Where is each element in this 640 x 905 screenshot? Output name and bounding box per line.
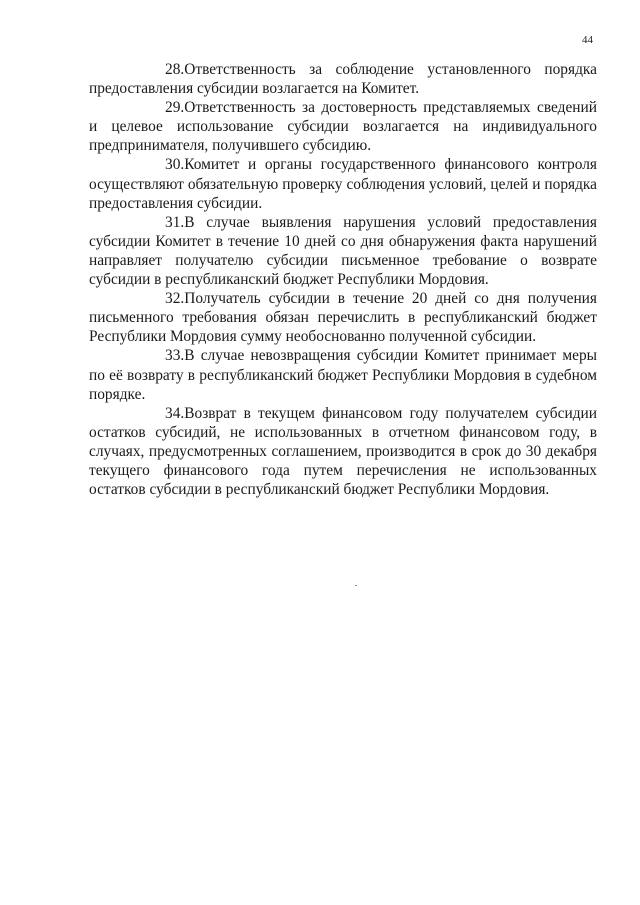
paragraph-number: 30. (165, 156, 185, 174)
paragraph-30 (89, 155, 597, 212)
paragraph-number: 29. (165, 99, 185, 117)
paragraph-33 (89, 346, 597, 403)
paragraph-31 (89, 213, 597, 289)
paragraph-text: В случае невозвращения субсидии Комитет принимает меры по её возврату в республиканский бюджет Республики Мордовия в судебном порядке. (89, 347, 597, 403)
paragraph-text: Получатель субсидии в течение 20 дней со дня получения письменного требования обязан перечислить в республиканский бюджет Республики Мордовия сумму необоснованно полученной субсидии. (89, 290, 597, 346)
paragraph-34 (89, 404, 597, 499)
paragraph-text: Возврат в текущем финансовом году получателем субсидии остатков субсидий, не использованных в отчетном финансовом году, в случаях, предусмотренных соглашением, производится в срок до 30 декабря текущего финансового года путем перечисления не использованных остатков субсидии в республиканский бюджет Республики Мордовия. (89, 404, 597, 499)
paragraph-number: 34. (165, 404, 185, 422)
document-body (89, 60, 597, 499)
paragraph-text: Комитет и органы государственного финансового контроля осуществляют обязательную проверку соблюдения условий, целей и порядка предоставления субсидии. (89, 156, 597, 212)
paragraph-28 (89, 60, 597, 98)
paragraph-32 (89, 289, 597, 346)
paragraph-number: 31. (165, 213, 185, 231)
page-number: 44 (582, 34, 593, 46)
paragraph-text: В случае выявления нарушения условий предоставления субсидии Комитет в течение 10 дней со дня обнаружения факта нарушений направляет получателю субсидии письменное требование о возврате субсидии в республиканский бюджет Республики Мордовия. (89, 213, 597, 289)
paragraph-number: 32. (165, 290, 185, 308)
paragraph-text: Ответственность за соблюдение установленного порядка предоставления субсидии возлагается на Комитет. (89, 61, 597, 98)
paragraph-text: Ответственность за достоверность представляемых сведений и целевое использование субсидии возлагается на индивидуального предпринимателя, получившего субсидию. (89, 99, 597, 155)
paragraph-number: 33. (165, 347, 185, 365)
scan-speck (355, 585, 357, 586)
paragraph-number: 28. (165, 61, 185, 78)
paragraph-29 (89, 98, 597, 155)
